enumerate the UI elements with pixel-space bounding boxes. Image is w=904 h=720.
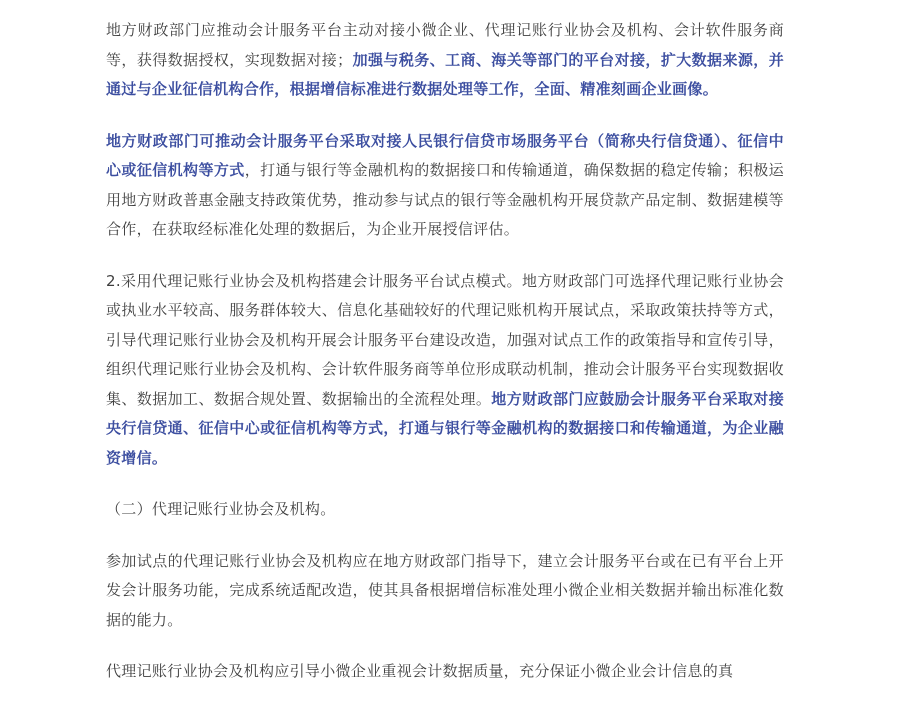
- paragraph-text: 地方财政部门应推动会计服务平台主动对接小微企业、代理记账行业协会及机构、会计软件服务商等，获得数据授权，实现数据对接；: [106, 21, 784, 69]
- paragraph-text: 参加试点的代理记账行业协会及机构应在地方财政部门指导下，建立会计服务平台或在已有平台上开发会计服务功能，完成系统适配改造，使其具备根据增信标准处理小微企业相关数据并输出标准化数据的能力。: [106, 551, 784, 629]
- paragraph-credit-platform: [106, 127, 784, 245]
- section-heading: [106, 495, 784, 525]
- article-body: [106, 16, 784, 709]
- paragraph-text: 2.采用代理记账行业协会及机构搭建会计服务平台试点模式。地方财政部门可选择代理记账行业协会或执业水平较高、服务群体较大、信息化基础较好的代理记账机构开展试点，采取政策扶持等方式，引导代理记账行业协会及机构开展会计服务平台建设改造，加强对试点工作的政策指导和宣传引导，组织代理记账行业协会及机构、会计软件服务商等单位形成联动机制，推动会计服务平台实现数据收集、数据加工、数据合规处置、数据输出的全流程处理。: [106, 271, 784, 408]
- paragraph-platform-docking: [106, 16, 784, 105]
- paragraph-text: ，打通与银行等金融机构的数据接口和传输通道，确保数据的稳定传输；积极运用地方财政普惠金融支持政策优势，推动参与试点的银行等金融机构开展贷款产品定制、数据建模等合作，在获取经标准化处理的数据后，为企业开展授信评估。: [106, 161, 784, 238]
- paragraph-pilot-mode: [106, 267, 784, 474]
- section-heading-text: （二）代理记账行业协会及机构。: [106, 500, 336, 518]
- highlighted-text: 地方财政部门应鼓励会计服务平台采取对接央行信贷通、征信中心或征信机构等方式，打通与银行等金融机构的数据接口和传输通道，为企业融资增信。: [106, 389, 785, 467]
- paragraph-pilot-agencies: [106, 547, 784, 636]
- highlighted-text: 加强与税务、工商、海关等部门的平台对接，扩大数据来源，并通过与企业征信机构合作，根据增信标准进行数据处理等工作，全面、精准刻画企业画像。: [106, 50, 785, 98]
- paragraph-data-quality: [106, 657, 784, 687]
- highlighted-text: 地方财政部门可推动会计服务平台采取对接人民银行信贷市场服务平台（简称央行信贷通）、征信中心或征信机构等方式: [106, 131, 784, 179]
- paragraph-text: 代理记账行业协会及机构应引导小微企业重视会计数据质量，充分保证小微企业会计信息的真: [106, 662, 734, 680]
